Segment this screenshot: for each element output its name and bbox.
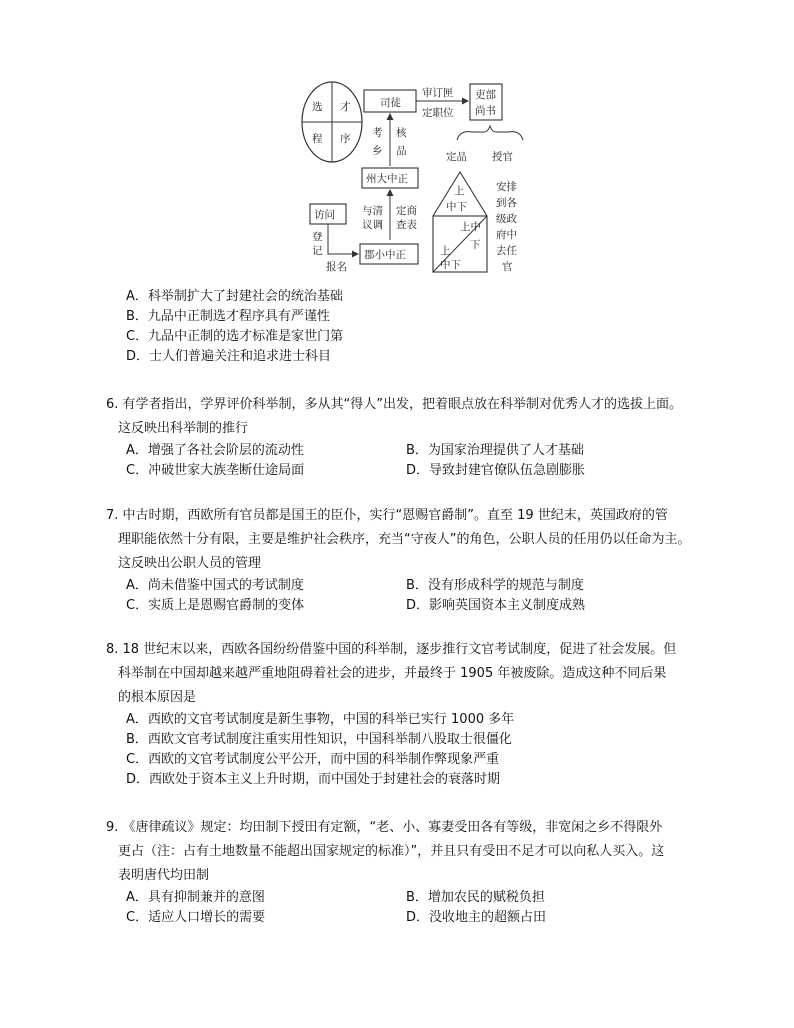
q6-option-c: C．冲破世家大族垄断仕途局面 [126, 463, 305, 478]
q8-stem-line-3: 的根本原因是 [118, 690, 197, 705]
question-7 [106, 504, 726, 616]
q9-stem-line-3: 表明唐代均田制 [118, 868, 210, 883]
libu-line-2: 尚书 [475, 105, 496, 117]
q9-stem-line-2: 更占（注：占有土地数量不能超出国家规定的标准）”，并且只有受田不足才可以向私人买入。这 [118, 844, 665, 859]
q9-option-a: A．具有抑制兼并的意图 [126, 890, 265, 905]
yuqing-line-1: 与清 [362, 205, 383, 217]
dingshang-line-2: 查表 [396, 219, 417, 231]
question-8 [106, 638, 726, 790]
q6-option-a: A．增强了各社会阶层的流动性 [126, 443, 304, 458]
situ-label: 司徒 [380, 97, 401, 109]
question-5 [106, 287, 726, 367]
question-9 [106, 816, 726, 928]
q5-option-d: D．士人们普遍关注和追求进士科目 [126, 349, 332, 364]
tri-inner-1: 上中 [460, 221, 481, 233]
q9-option-b: B．增加农民的赋税负担 [406, 890, 545, 905]
tri-zhongxia: 中下 [446, 201, 467, 213]
q9-option-d: D．没收地主的超额占田 [406, 910, 547, 925]
libu-line-1: 吏部 [475, 89, 496, 101]
he-char: 核 [396, 127, 407, 139]
kao-char: 考 [372, 127, 383, 139]
q8-option-d: D．西欧处于资本主义上升时期，而中国处于封建社会的衰落时期 [126, 772, 501, 787]
anpai-4: 府中 [496, 229, 517, 241]
q7-stem-line-3: 这反映出公职人员的管理 [118, 556, 262, 571]
q6-stem-line-2: 这反映出科举制的推行 [118, 421, 249, 436]
circle-char-4: 序 [340, 133, 351, 145]
q8-stem-line-2: 科举制在中国却越来越严重地阻碍着社会的进步，并最终于 1905 年被废除。造成这种不同后果 [118, 666, 667, 681]
q6-stem-line-1: 6. 有学者指出，学界评价科举制，多从其“得人”出发，把着眼点放在科举制对优秀人才的选拔上面。 [106, 397, 683, 412]
anpai-3: 级政 [496, 213, 517, 225]
circle-char-3: 程 [312, 133, 323, 145]
q7-stem-line-1: 7. 中古时期，西欧所有官员都是国王的臣仆，实行“恩赐官爵制”。直至 19 世纪末，英国政府的管 [106, 508, 668, 523]
q8-option-b: B．西欧文官考试制度注重实用性知识，中国科举制八股取士很僵化 [126, 732, 512, 747]
anpai-1: 安排 [496, 181, 517, 193]
q5-option-c: C．九品中正制的选才标准是家世门第 [126, 329, 344, 344]
tri-shang: 上 [454, 185, 465, 197]
deng-char: 登 [312, 231, 323, 243]
anpai-5: 去任 [496, 245, 517, 257]
selection-flow-diagram [300, 78, 530, 278]
yuqing-line-2: 议调 [362, 219, 383, 231]
q7-option-b: B．没有形成科学的规范与制度 [406, 578, 584, 593]
tri-inner-4: 中下 [440, 259, 461, 271]
anpai-2: 到各 [496, 197, 517, 209]
q8-option-a: A．西欧的文官考试制度是新生事物，中国的科举已实行 1000 多年 [126, 712, 515, 727]
q7-option-a: A．尚未借鉴中国式的考试制度 [126, 578, 304, 593]
diagram-svg [300, 78, 530, 278]
pin-char: 品 [396, 145, 407, 157]
q9-stem-line-1: 9. 《唐律疏议》规定：均田制下授田有定额，“老、小、寡妻受田各有等级，非宽闲之乡不得限外 [106, 820, 663, 835]
question-6 [106, 393, 726, 481]
anpai-6: 官 [502, 261, 513, 273]
q6-option-b: B．为国家治理提供了人才基础 [406, 443, 584, 458]
shouguan-label: 授官 [492, 151, 513, 163]
fangwen-label: 访问 [314, 209, 335, 221]
q8-stem-line-1: 8. 18 世纪末以来，西欧各国纷纷借鉴中国的科举制，逐步推行文官考试制度，促进了社会发展。但 [106, 642, 677, 657]
shending-line-2: 定职位 [422, 107, 454, 119]
q8-option-c: C．西欧的文官考试制度公平公开，而中国的科举制作弊现象严重 [126, 752, 500, 767]
zhoudazhong-label: 州大中正 [366, 173, 408, 185]
circle-char-1: 选 [312, 101, 323, 113]
q9-option-c: C．适应人口增长的需要 [126, 910, 266, 925]
circle-char-2: 才 [340, 101, 351, 113]
tri-inner-2: 下 [470, 239, 481, 251]
shending-line-1: 审订匣 [422, 87, 454, 99]
q7-option-c: C．实质上是恩赐官爵制的变体 [126, 598, 305, 613]
q7-stem-line-2: 理职能依然十分有限，主要是维护社会秩序，充当“守夜人”的角色，公职人员的任用仍以任命为主。 [118, 532, 691, 547]
q6-option-d: D．导致封建官僚队伍急剧膨胀 [406, 463, 586, 478]
tri-inner-3: 上 [440, 245, 451, 257]
q7-option-d: D．影响英国资本主义制度成熟 [406, 598, 586, 613]
junxiao-label: 郡小中正 [364, 249, 406, 261]
q5-option-b: B．九品中正制选才程序具有严谨性 [126, 309, 330, 324]
dingpin-label: 定品 [446, 151, 467, 163]
q5-option-a: A．科举制扩大了封建社会的统治基础 [126, 289, 343, 304]
ji-char: 记 [312, 245, 323, 257]
baoming-label: 报名 [326, 261, 347, 273]
xiang-char: 乡 [372, 145, 383, 157]
dingshang-line-1: 定商 [396, 205, 417, 217]
